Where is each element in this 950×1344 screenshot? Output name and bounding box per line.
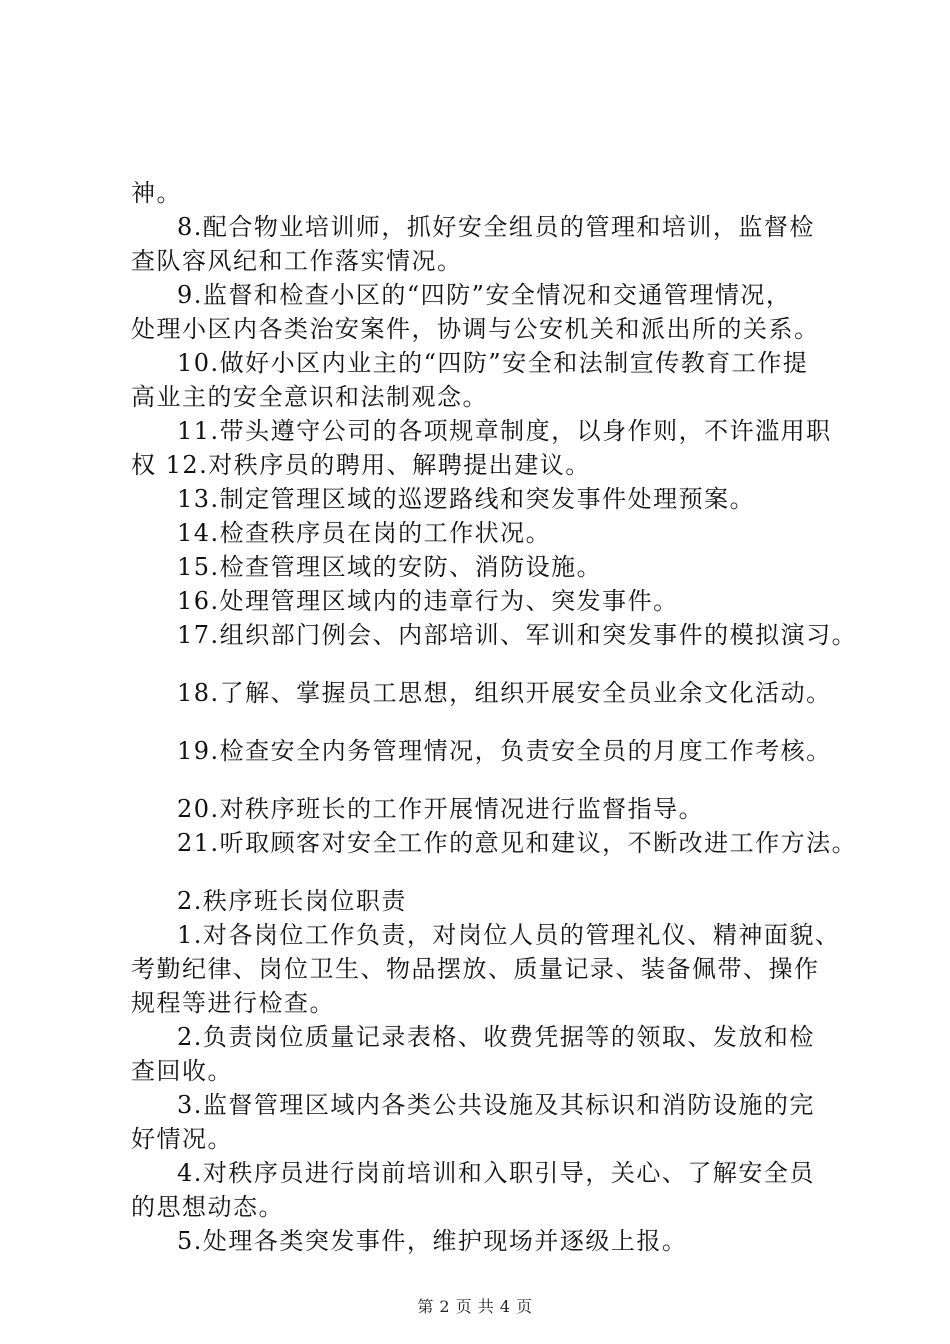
text-line: 查回收。 <box>131 1057 233 1085</box>
text-line: 权 12.对秩序员的聘用、解聘提出建议。 <box>131 451 591 479</box>
text-line: 18.了解、掌握员工思想，组织开展安全员业余文化活动。 <box>177 679 832 707</box>
text-line: 1.对各岗位工作负责，对岗位人员的管理礼仪、精神面貌、 <box>177 921 841 949</box>
page-number-footer: 第 2 页 共 4 页 <box>417 1297 533 1316</box>
text-line: 高业主的安全意识和法制观念。 <box>131 383 488 411</box>
text-line: 4.对秩序员进行岗前培训和入职引导，关心、了解安全员 <box>177 1159 815 1187</box>
section-heading: 2.秩序班长岗位职责 <box>177 887 407 915</box>
text-line: 神。 <box>131 179 182 207</box>
text-line: 规程等进行检查。 <box>131 989 335 1017</box>
text-line: 好情况。 <box>131 1125 233 1153</box>
text-line: 20.对秩序班长的工作开展情况进行监督指导。 <box>177 795 705 823</box>
text-line: 19.检查安全内务管理情况，负责安全员的月度工作考核。 <box>177 737 832 765</box>
text-line: 2.负责岗位质量记录表格、收费凭据等的领取、发放和检 <box>177 1023 815 1051</box>
text-line: 查队容风纪和工作落实情况。 <box>131 247 463 275</box>
text-line: 考勤纪律、岗位卫生、物品摆放、质量记录、装备佩带、操作 <box>131 955 820 983</box>
text-line: 9.监督和检查小区的“四防”安全情况和交通管理情况， <box>177 281 792 309</box>
text-line: 处理小区内各类治安案件，协调与公安机关和派出所的关系。 <box>131 315 820 343</box>
text-line: 的思想动态。 <box>131 1193 284 1221</box>
text-line: 10.做好小区内业主的“四防”安全和法制宣传教育工作提 <box>177 349 809 377</box>
text-line: 5.处理各类突发事件，维护现场并逐级上报。 <box>177 1227 688 1255</box>
text-line: 13.制定管理区域的巡逻路线和突发事件处理预案。 <box>177 485 756 513</box>
text-line: 3.监督管理区域内各类公共设施及其标识和消防设施的完 <box>177 1091 815 1119</box>
text-line: 14.检查秩序员在岗的工作状况。 <box>177 519 552 547</box>
text-line: 21.听取顾客对安全工作的意见和建议，不断改进工作方法。 <box>177 829 858 857</box>
text-line: 8.配合物业培训师，抓好安全组员的管理和培训，监督检 <box>177 213 815 241</box>
text-line: 15.检查管理区域的安防、消防设施。 <box>177 553 603 581</box>
text-line: 17.组织部门例会、内部培训、军训和突发事件的模拟演习。 <box>177 621 858 649</box>
text-line: 16.处理管理区域内的违章行为、突发事件。 <box>177 587 679 615</box>
text-line: 11.带头遵守公司的各项规章制度，以身作则，不许滥用职 <box>177 417 832 445</box>
